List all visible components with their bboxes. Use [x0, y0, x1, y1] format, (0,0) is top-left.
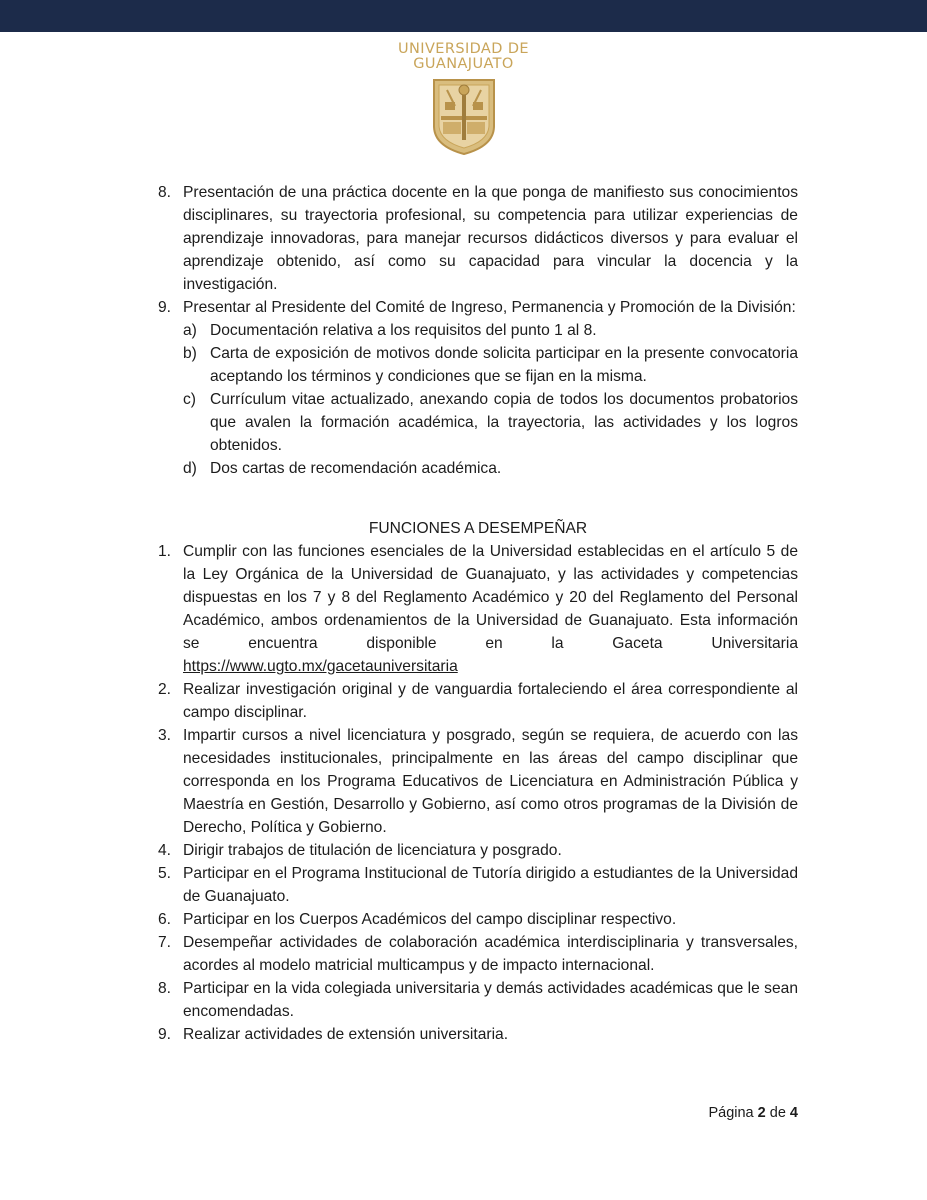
sub-item-letter: c): [183, 391, 196, 408]
page-of-label: de: [769, 1105, 786, 1121]
sub-item-letter: b): [183, 345, 197, 362]
function-text: Realizar actividades de extensión universitaria.: [183, 1026, 509, 1043]
university-name-line1: UNIVERSIDAD DE: [398, 41, 529, 57]
sub-item: [158, 457, 798, 480]
sub-item-text: Dos cartas de recomendación académica.: [210, 460, 502, 477]
requirement-text: Presentación de una práctica docente en la que ponga de manifiesto sus conocimientos disciplinares, su trayectoria profesional, su competencia para utilizar experiencias de aprendizaje innovadoras, para manejar recursos didácticos diversos y para evaluar el aprendizaje obtenido, así como su capacidad para vincular la docencia y la investigación.: [183, 184, 798, 293]
requirement-item: [158, 181, 798, 296]
function-text: Realizar investigación original y de vanguardia fortaleciendo el área correspondiente al campo disciplinar.: [183, 681, 798, 721]
function-text: Dirigir trabajos de titulación de licenciatura y posgrado.: [183, 842, 562, 859]
document-body: [158, 181, 798, 1046]
top-bar: [0, 0, 927, 32]
function-text: Participar en la vida colegiada universitaria y demás actividades académicas que le sean encomendadas.: [183, 980, 798, 1020]
sub-item: [158, 388, 798, 457]
university-logo: [0, 42, 927, 156]
list-number: 7.: [158, 934, 172, 951]
list-number: 8.: [158, 184, 172, 201]
function-text: Desempeñar actividades de colaboración académica interdisciplinaria y transversales, acordes al modelo matricial multicampus y de impacto internacional.: [183, 934, 798, 974]
function-item: [158, 724, 798, 839]
function-item: [158, 862, 798, 908]
list-number: 5.: [158, 865, 172, 882]
sub-item-letter: d): [183, 460, 197, 477]
list-number: 6.: [158, 911, 172, 928]
gaceta-link[interactable]: https://www.ugto.mx/gacetauniversitaria: [183, 658, 458, 675]
requirement-item: [158, 296, 798, 319]
sub-item-letter: a): [183, 322, 197, 339]
function-item: [158, 839, 798, 862]
total-pages-number: 4: [789, 1105, 798, 1121]
page-footer: [708, 1105, 798, 1121]
current-page-number: 2: [757, 1105, 766, 1121]
function-text: Participar en el Programa Institucional de Tutoría dirigido a estudiantes de la Universidad de Guanajuato.: [183, 865, 798, 905]
university-name-line2: GUANAJUATO: [413, 56, 514, 72]
sub-item: [158, 342, 798, 388]
list-number: 8.: [158, 980, 172, 997]
function-item: [158, 977, 798, 1023]
function-text: Impartir cursos a nivel licenciatura y posgrado, según se requiera, de acuerdo con las necesidades institucionales, principalmente en las áreas del campo disciplinar que corresponda en los Programa Educativos de Licenciatura en Administración Pública y Maestría en Gestión, Desarrollo y Gobierno, así como otros programas de la División de Derecho, Política y Gobierno.: [183, 727, 798, 836]
sub-item-text: Currículum vitae actualizado, anexando copia de todos los documentos probatorios que avalen la formación académica, la trayectoria, las actividades y los logros obtenidos.: [210, 391, 798, 454]
function-item: [158, 678, 798, 724]
list-number: 9.: [158, 299, 172, 316]
list-number: 2.: [158, 681, 172, 698]
sub-item-text: Documentación relativa a los requisitos del punto 1 al 8.: [210, 322, 597, 339]
sub-item: [158, 319, 798, 342]
list-number: 3.: [158, 727, 172, 744]
function-item: [158, 931, 798, 977]
function-item: [158, 540, 798, 678]
section-heading: FUNCIONES A DESEMPEÑAR: [368, 520, 588, 537]
list-number: 1.: [158, 543, 172, 560]
university-seal-icon: [431, 76, 497, 156]
list-number: 9.: [158, 1026, 172, 1043]
function-text: Participar en los Cuerpos Académicos del campo disciplinar respectivo.: [183, 911, 677, 928]
sub-item-text: Carta de exposición de motivos donde solicita participar en la presente convocatoria aceptando los términos y condiciones que se fijan en la misma.: [210, 345, 798, 385]
function-text: Cumplir con las funciones esenciales de la Universidad establecidas en el artículo 5 de la Ley Orgánica de la Universidad de Guanajuato, y las actividades y competencias dispuestas en los 7 y 8 del Reglamento Académico y 20 del Reglamento del Personal Académico, ambos ordenamientos de la Universidad de Guanajuato. Esta información se encuentra disponible en la Gaceta Universitaria: [183, 543, 798, 652]
requirement-text: Presentar al Presidente del Comité de Ingreso, Permanencia y Promoción de la División:: [183, 299, 796, 316]
page-label: Página: [708, 1105, 754, 1121]
list-number: 4.: [158, 842, 172, 859]
function-item: [158, 908, 798, 931]
function-item: [158, 1023, 798, 1046]
